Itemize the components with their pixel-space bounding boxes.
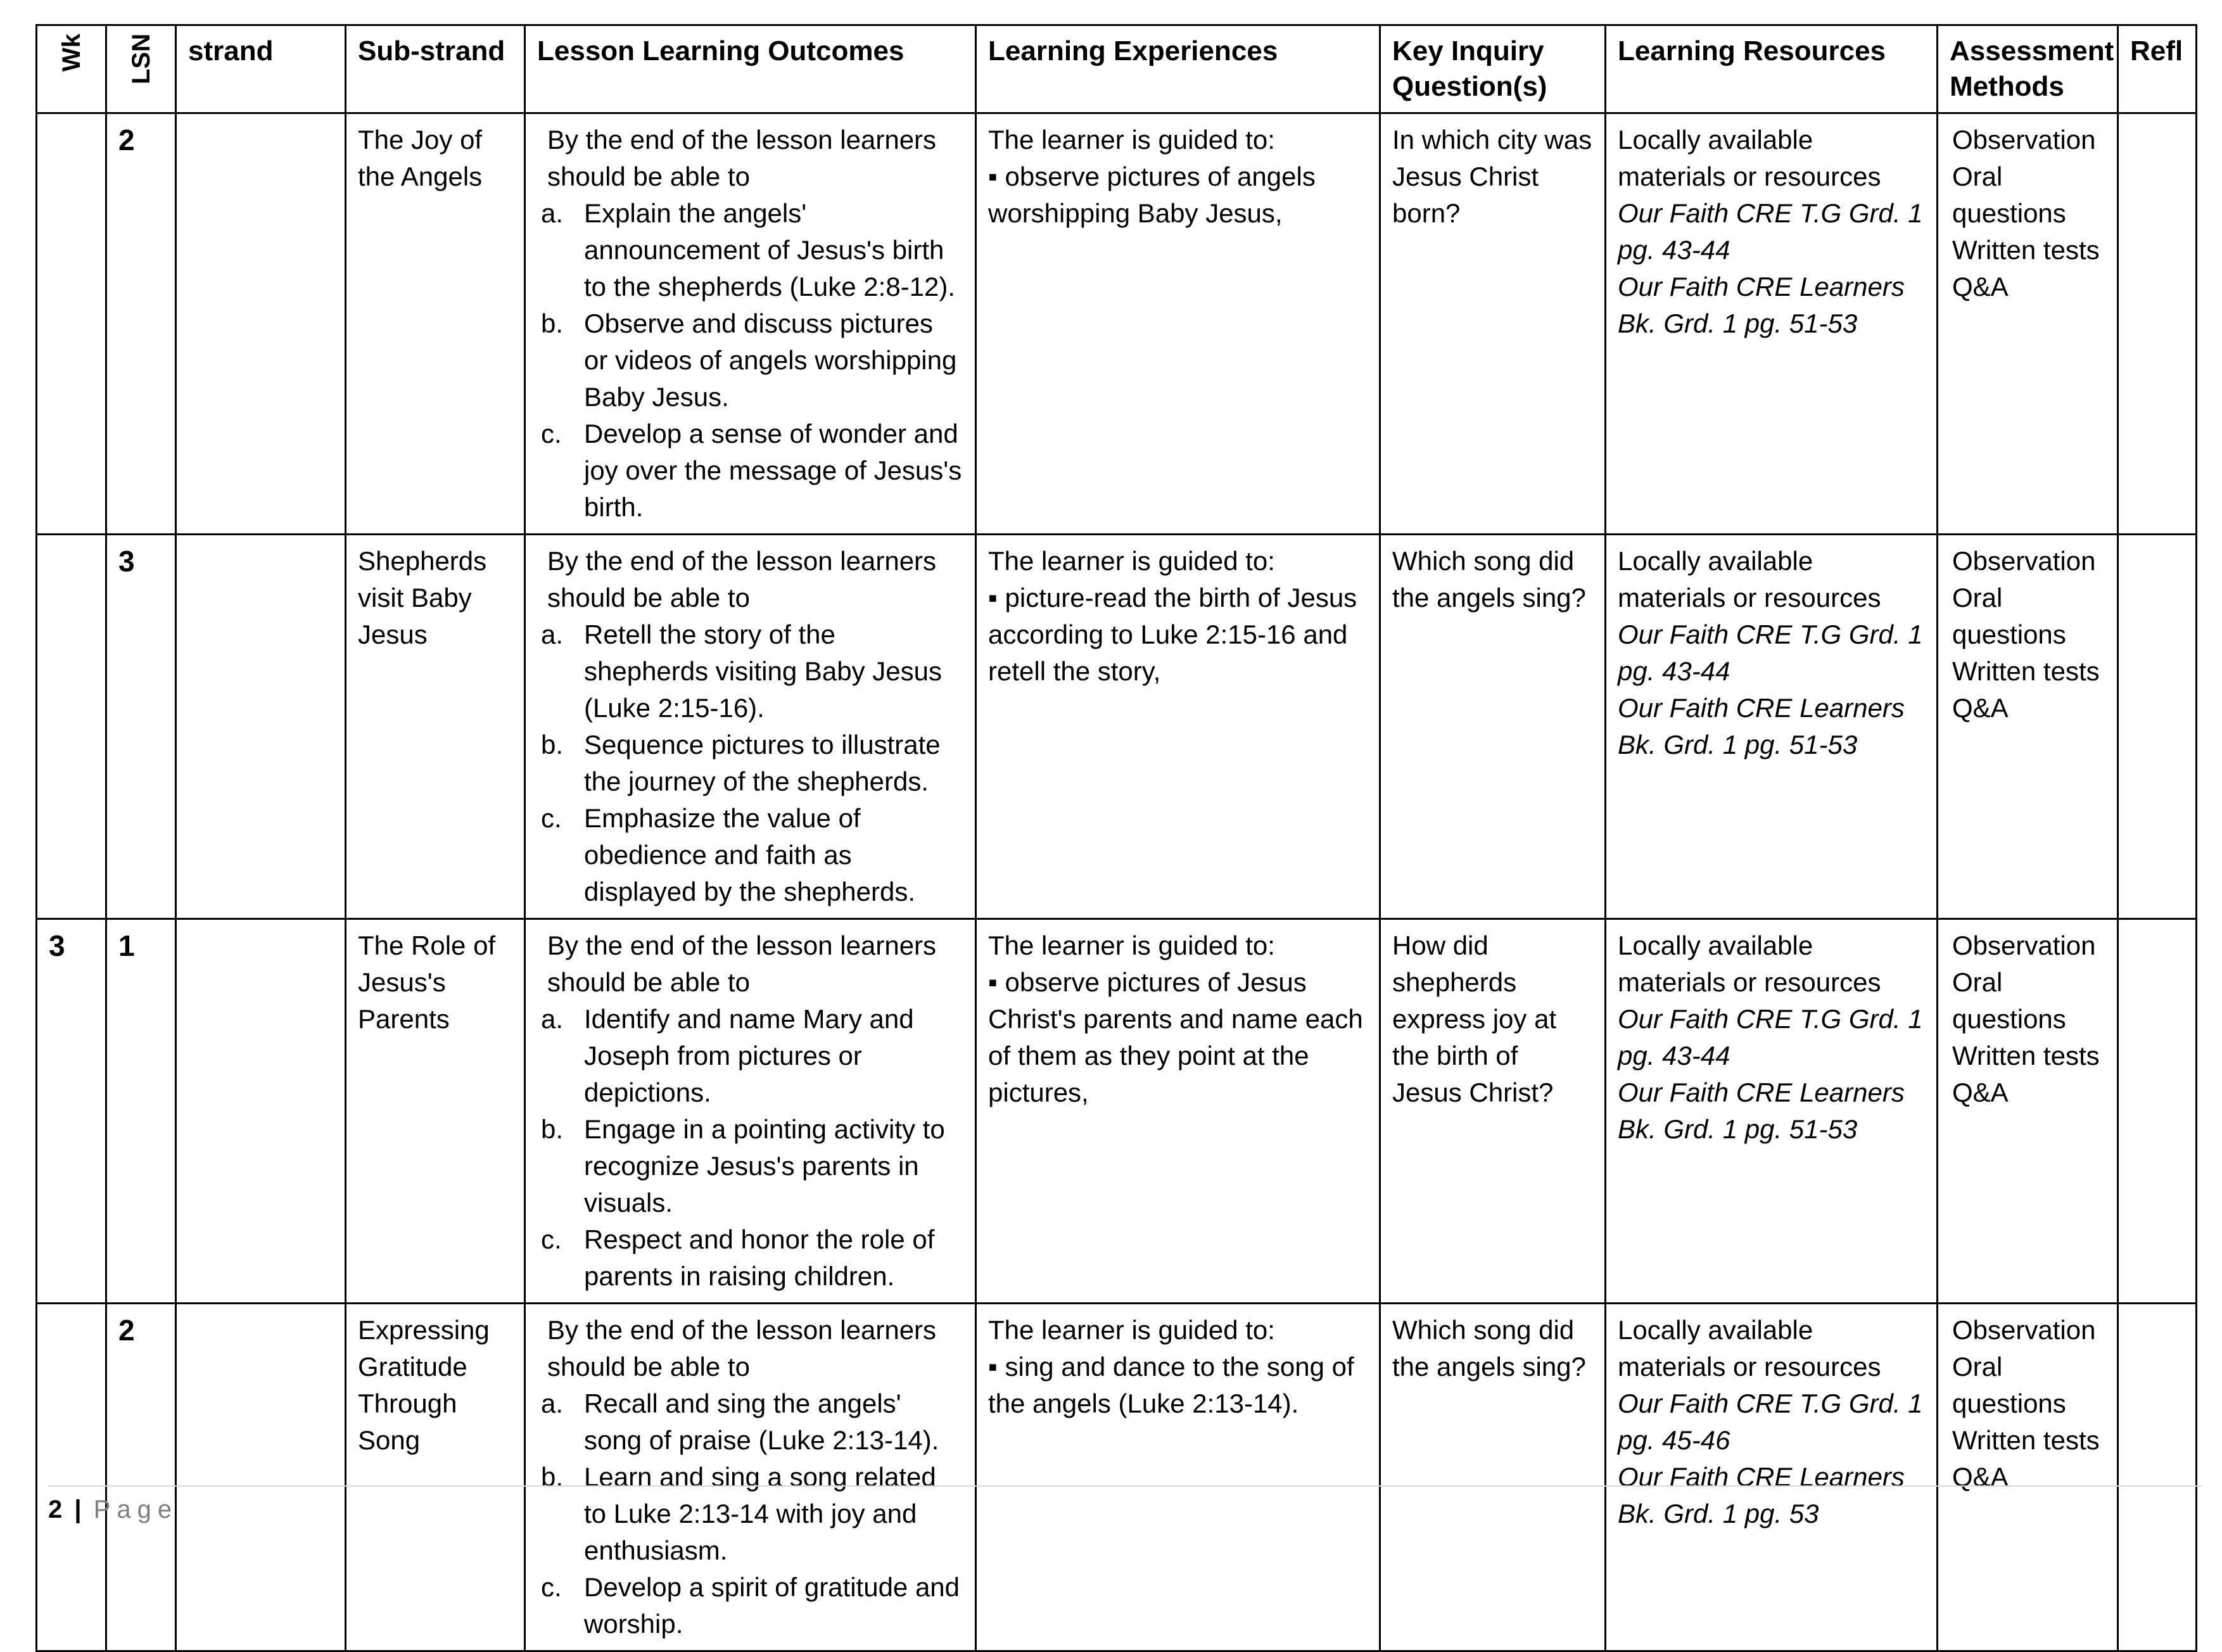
assessment-cell [1938, 1304, 2118, 1651]
resources-teacher-guide: Our Faith CRE T.G Grd. 1 pg. 45-46 [1618, 1388, 1923, 1455]
outcome-text: Sequence pictures to illustrate the journey of the shepherds. [584, 730, 941, 796]
resources-learners-book: Our Faith CRE Learners Bk. Grd. 1 pg. 53 [1618, 1462, 1905, 1528]
assessment-method: Written tests [1952, 1041, 2100, 1071]
outcome-item [537, 195, 963, 305]
reflection-cell [2118, 113, 2197, 535]
assessment-method: Observation [1952, 546, 2096, 576]
assessment-method: Oral questions [1952, 1352, 2066, 1418]
lesson-number: 2 [118, 124, 135, 156]
header-reflection: Refl [2118, 25, 2197, 113]
resources-learners-book: Our Faith CRE Learners Bk. Grd. 1 pg. 51-53 [1618, 1077, 1905, 1144]
header-row [37, 25, 2197, 113]
resources-main: Locally available materials or resources [1618, 931, 1881, 997]
inquiry-question: Which song did the angels sing? [1392, 546, 1586, 613]
outcome-marker: a. [541, 620, 564, 649]
outcomes-intro: By the end of the lesson learners should be able to [547, 546, 937, 613]
inquiry-cell [1380, 535, 1606, 919]
assessment-cell [1938, 113, 2118, 535]
experiences-item: ▪ observe pictures of angels worshipping Baby Jesus, [988, 162, 1316, 228]
outcome-text: Engage in a pointing activity to recognize Jesus's parents in visuals. [584, 1114, 945, 1217]
experiences-item: ▪ observe pictures of Jesus Christ's parents and name each of them as they point at the pictures, [988, 967, 1363, 1107]
header-strand: strand [176, 25, 346, 113]
strand-cell [176, 113, 346, 535]
outcome-item [537, 1221, 963, 1295]
outcome-marker: b. [541, 1114, 564, 1144]
assessment-method: Written tests [1952, 656, 2100, 686]
substrand-cell [346, 919, 525, 1304]
outcome-text: Respect and honor the role of parents in raising children. [584, 1224, 935, 1291]
inquiry-cell [1380, 113, 1606, 535]
outcomes-intro: By the end of the lesson learners should be able to [547, 125, 937, 191]
assessment-method: Oral questions [1952, 967, 2066, 1034]
experiences-item: ▪ sing and dance to the song of the angels (Luke 2:13-14). [988, 1352, 1354, 1418]
week-number: 3 [49, 929, 65, 962]
week-cell [37, 919, 106, 1304]
lesson-number: 2 [118, 1314, 135, 1347]
lesson-number: 1 [118, 929, 135, 962]
outcome-text: Identify and name Mary and Joseph from pictures or depictions. [584, 1004, 914, 1107]
substrand-text: The Joy of the Angels [358, 125, 483, 191]
lesson-number-cell [106, 1304, 176, 1651]
outcome-marker: c. [541, 419, 562, 448]
week-cell [37, 535, 106, 919]
page-word: Page [93, 1496, 179, 1523]
resources-cell [1606, 535, 1938, 919]
assessment-method: Q&A [1952, 1077, 2009, 1107]
outcomes-intro: By the end of the lesson learners should be able to [547, 1315, 937, 1382]
outcome-text: Recall and sing the angels' song of praise (Luke 2:13-14). [584, 1388, 939, 1455]
assessment-cell [1938, 535, 2118, 919]
outcomes-list [537, 1001, 963, 1295]
week-cell [37, 1304, 106, 1651]
outcome-item [537, 1385, 963, 1459]
outcome-item [537, 416, 963, 526]
resources-cell [1606, 1304, 1938, 1651]
outcomes-list [537, 195, 963, 526]
scheme-of-work-table [35, 24, 2197, 1652]
resources-main: Locally available materials or resources [1618, 546, 1881, 613]
outcome-marker: c. [541, 1224, 562, 1254]
experiences-intro: The learner is guided to: [988, 125, 1275, 155]
inquiry-question: In which city was Jesus Christ born? [1392, 125, 1592, 228]
page-separator: | [74, 1496, 82, 1523]
strand-cell [176, 535, 346, 919]
inquiry-cell [1380, 919, 1606, 1304]
assessment-method: Q&A [1952, 693, 2009, 723]
outcomes-list [537, 616, 963, 910]
header-substrand: Sub-strand [346, 25, 525, 113]
outcome-marker: a. [541, 198, 564, 228]
experiences-intro: The learner is guided to: [988, 931, 1275, 960]
resources-cell [1606, 113, 1938, 535]
assessment-method: Written tests [1952, 1425, 2100, 1455]
substrand-cell [346, 535, 525, 919]
outcome-item [537, 800, 963, 910]
header-learning-outcomes: Lesson Learning Outcomes [525, 25, 976, 113]
outcome-marker: b. [541, 730, 564, 759]
lesson-number-cell [106, 535, 176, 919]
assessment-method: Observation [1952, 931, 2096, 960]
header-week [37, 25, 106, 113]
outcomes-intro: By the end of the lesson learners should be able to [547, 931, 937, 997]
header-learning-resources: Learning Resources [1606, 25, 1938, 113]
outcomes-cell [525, 1304, 976, 1651]
resources-teacher-guide: Our Faith CRE T.G Grd. 1 pg. 43-44 [1618, 1004, 1923, 1071]
outcome-text: Develop a spirit of gratitude and worship. [584, 1572, 960, 1639]
reflection-cell [2118, 535, 2197, 919]
substrand-cell [346, 1304, 525, 1651]
outcome-marker: a. [541, 1004, 564, 1034]
page-number: 2 [48, 1496, 63, 1523]
table-row [37, 535, 2197, 919]
inquiry-question: Which song did the angels sing? [1392, 1315, 1586, 1382]
outcome-item [537, 616, 963, 727]
resources-teacher-guide: Our Faith CRE T.G Grd. 1 pg. 43-44 [1618, 620, 1923, 686]
assessment-method: Observation [1952, 1315, 2096, 1345]
resources-teacher-guide: Our Faith CRE T.G Grd. 1 pg. 43-44 [1618, 198, 1923, 265]
outcome-item [537, 1001, 963, 1111]
resources-cell [1606, 919, 1938, 1304]
outcome-marker: b. [541, 1462, 564, 1492]
substrand-text: The Role of Jesus's Parents [358, 931, 496, 1034]
experiences-item: ▪ picture-read the birth of Jesus according to Luke 2:15-16 and retell the story, [988, 583, 1357, 686]
outcome-text: Explain the angels' announcement of Jesus's birth to the shepherds (Luke 2:8-12). [584, 198, 956, 302]
outcome-text: Emphasize the value of obedience and faith as displayed by the shepherds. [584, 803, 916, 906]
outcome-text: Retell the story of the shepherds visiting Baby Jesus (Luke 2:15-16). [584, 620, 942, 723]
outcome-marker: b. [541, 308, 564, 338]
assessment-method: Observation [1952, 125, 2096, 155]
outcome-text: Observe and discuss pictures or videos of angels worshipping Baby Jesus. [584, 308, 957, 412]
page-footer [48, 1485, 2202, 1524]
strand-cell [176, 919, 346, 1304]
assessment-cell [1938, 919, 2118, 1304]
reflection-cell [2118, 1304, 2197, 1651]
resources-learners-book: Our Faith CRE Learners Bk. Grd. 1 pg. 51-53 [1618, 693, 1905, 759]
inquiry-question: How did shepherds express joy at the birth of Jesus Christ? [1392, 931, 1557, 1107]
experiences-cell [976, 535, 1380, 919]
experiences-intro: The learner is guided to: [988, 546, 1275, 576]
experiences-cell [976, 919, 1380, 1304]
experiences-cell [976, 113, 1380, 535]
header-key-inquiry: Key Inquiry Question(s) [1380, 25, 1606, 113]
header-learning-experiences: Learning Experiences [976, 25, 1380, 113]
header-week-label: Wk [57, 34, 86, 72]
header-lesson-number [106, 25, 176, 113]
table-row [37, 1304, 2197, 1651]
strand-cell [176, 1304, 346, 1651]
outcome-item [537, 1111, 963, 1221]
assessment-method: Q&A [1952, 272, 2009, 302]
header-assessment-methods: Assessment Methods [1938, 25, 2118, 113]
lesson-number: 3 [118, 545, 135, 578]
outcome-item [537, 727, 963, 800]
assessment-method: Oral questions [1952, 583, 2066, 649]
resources-main: Locally available materials or resources [1618, 125, 1881, 191]
outcome-marker: c. [541, 1572, 562, 1602]
assessment-method: Q&A [1952, 1462, 2009, 1492]
outcomes-cell [525, 535, 976, 919]
outcome-item [537, 305, 963, 416]
experiences-cell [976, 1304, 1380, 1651]
table-row [37, 113, 2197, 535]
reflection-cell [2118, 919, 2197, 1304]
scheme-of-work-sheet [35, 24, 2195, 1652]
outcomes-cell [525, 919, 976, 1304]
week-cell [37, 113, 106, 535]
lesson-number-cell [106, 113, 176, 535]
experiences-intro: The learner is guided to: [988, 1315, 1275, 1345]
assessment-method: Written tests [1952, 235, 2100, 265]
substrand-text: Shepherds visit Baby Jesus [358, 546, 487, 649]
lesson-number-cell [106, 919, 176, 1304]
outcome-text: Develop a sense of wonder and joy over the message of Jesus's birth. [584, 419, 962, 522]
resources-learners-book: Our Faith CRE Learners Bk. Grd. 1 pg. 51-53 [1618, 272, 1905, 338]
substrand-cell [346, 113, 525, 535]
outcome-item [537, 1569, 963, 1642]
outcome-text: Learn and sing a song related to Luke 2:13-14 with joy and enthusiasm. [584, 1462, 936, 1565]
header-lesson-number-label: LSN [127, 34, 155, 84]
outcome-marker: c. [541, 803, 562, 833]
substrand-text: Expressing Gratitude Through Song [358, 1315, 490, 1455]
resources-main: Locally available materials or resources [1618, 1315, 1881, 1382]
outcome-marker: a. [541, 1388, 564, 1418]
inquiry-cell [1380, 1304, 1606, 1651]
outcomes-cell [525, 113, 976, 535]
table-row [37, 919, 2197, 1304]
assessment-method: Oral questions [1952, 162, 2066, 228]
